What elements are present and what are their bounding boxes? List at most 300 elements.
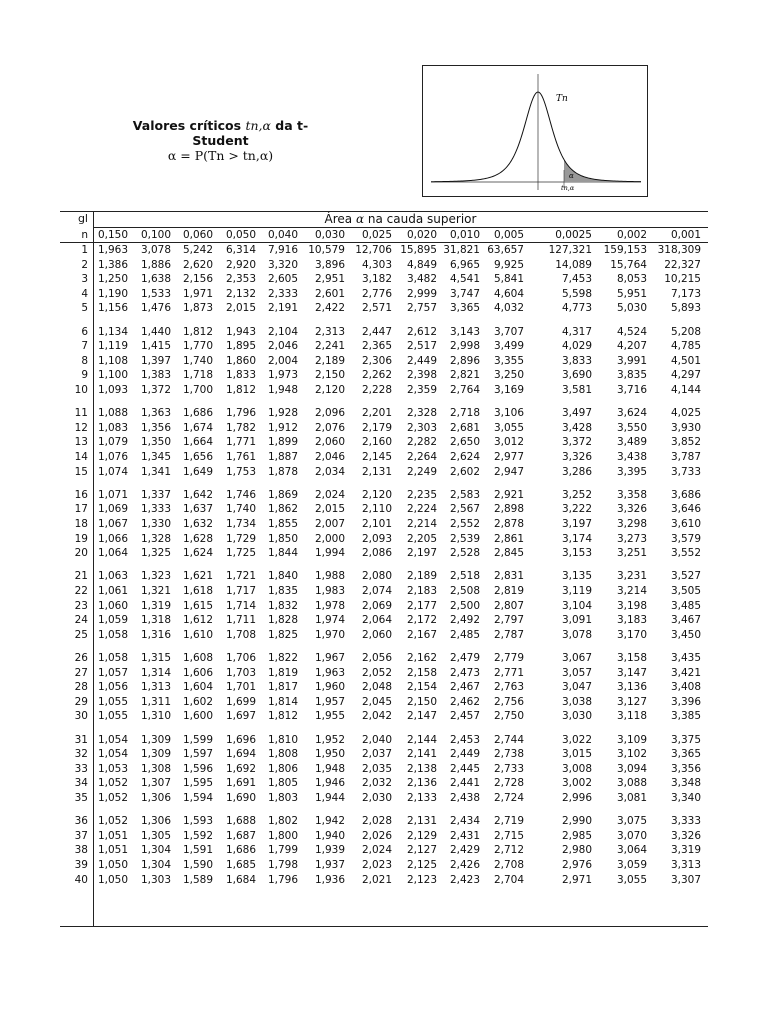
table-cell: 1,955	[314, 710, 345, 723]
row-n-cell: 32	[74, 748, 88, 761]
t-density-plot	[423, 66, 647, 196]
table-cell: 1,844	[267, 547, 298, 560]
table-cell: 2,861	[493, 532, 524, 545]
table-cell: 1,952	[314, 733, 345, 746]
table-cell: 3,197	[561, 518, 592, 530]
table-cell: 1,690	[225, 792, 256, 804]
table-cell: 2,976	[561, 859, 592, 871]
table-cell: 3,127	[616, 695, 647, 708]
alpha-header-cell: 0,040	[267, 229, 298, 241]
table-cell: 1,333	[140, 503, 171, 516]
table-cell: 1,119	[97, 340, 128, 353]
table-cell: 1,850	[267, 532, 298, 545]
table-cell: 3,182	[361, 273, 392, 286]
table-cell: 2,434	[449, 815, 480, 828]
table-cell: 2,999	[406, 287, 437, 300]
table-cell: 3,581	[561, 384, 592, 396]
table-cell: 1,304	[140, 859, 171, 871]
table-cell: 3,298	[616, 518, 647, 530]
table-cell: 1,088	[97, 407, 128, 420]
table-cell: 2,172	[406, 614, 437, 627]
table-cell: 2,896	[449, 354, 480, 367]
table-cell: 1,341	[140, 465, 171, 478]
table-cell: 1,862	[267, 503, 298, 516]
row-n-cell: 16	[74, 488, 88, 501]
table-cell: 2,167	[406, 628, 437, 641]
table-cell: 3,552	[670, 547, 701, 560]
table-cell: 3,375	[670, 733, 701, 746]
table-cell: 2,528	[449, 547, 480, 560]
table-cell: 1,808	[267, 748, 298, 761]
table-cell: 1,533	[140, 287, 171, 300]
table-cell: 1,064	[97, 547, 128, 560]
table-cell: 1,308	[140, 762, 171, 775]
table-cell: 1,805	[267, 777, 298, 790]
table-cell: 2,719	[493, 815, 524, 828]
row-n-cell: 21	[74, 570, 88, 583]
table-cell: 1,822	[267, 652, 298, 664]
table-cell: 2,467	[449, 681, 480, 694]
row-n-cell: 4	[81, 287, 88, 300]
table-cell: 1,691	[225, 777, 256, 790]
table-cell: 2,365	[361, 340, 392, 353]
table-cell: 2,552	[449, 518, 480, 530]
table-cell: 3,686	[670, 488, 701, 501]
table-cell: 1,323	[140, 570, 171, 583]
table-cell: 1,628	[182, 532, 213, 545]
table-cell: 3,408	[670, 681, 701, 694]
table-cell: 4,773	[561, 302, 592, 315]
table-cell: 1,782	[225, 421, 256, 434]
table-cell: 4,144	[670, 384, 701, 396]
header-rule	[93, 227, 708, 228]
table-cell: 1,828	[267, 614, 298, 627]
table-cell: 2,015	[314, 503, 345, 516]
table-cell: 1,602	[182, 695, 213, 708]
table-cell: 2,132	[225, 287, 256, 300]
table-cell: 1,350	[140, 436, 171, 449]
table-cell: 10,579	[308, 244, 345, 256]
table-cell: 1,058	[97, 652, 128, 664]
table-cell: 3,365	[670, 748, 701, 761]
table-cell: 3,067	[561, 652, 592, 664]
table-cell: 1,595	[182, 777, 213, 790]
table-cell: 1,948	[314, 762, 345, 775]
table-cell: 1,074	[97, 465, 128, 478]
table-cell: 3,307	[670, 873, 701, 886]
table-cell: 1,802	[267, 815, 298, 828]
table-cell: 3,497	[561, 407, 592, 420]
table-cell: 1,592	[182, 829, 213, 842]
table-cell: 1,054	[97, 733, 128, 746]
table-cell: 2,145	[361, 451, 392, 463]
table-cell: 3,008	[561, 762, 592, 775]
table-cell: 1,812	[267, 710, 298, 723]
table-cell: 5,951	[616, 287, 647, 300]
table-cell: 2,718	[449, 407, 480, 420]
table-cell: 3,109	[616, 733, 647, 746]
table-cell: 1,050	[97, 873, 128, 886]
table-cell: 1,337	[140, 488, 171, 501]
table-cell: 1,610	[182, 628, 213, 641]
table-cell: 2,681	[449, 421, 480, 434]
table-cell: 2,807	[493, 599, 524, 612]
table-cell: 2,602	[449, 465, 480, 478]
table-cell: 1,590	[182, 859, 213, 871]
table-cell: 3,348	[670, 777, 701, 790]
table-cell: 1,814	[267, 695, 298, 708]
table-cell: 1,612	[182, 614, 213, 627]
title-prefix: Valores críticos	[132, 118, 246, 133]
table-cell: 1,057	[97, 666, 128, 679]
table-cell: 1,812	[182, 325, 213, 338]
table-cell: 4,297	[670, 369, 701, 382]
table-cell: 2,473	[449, 666, 480, 679]
table-cell: 3,251	[616, 547, 647, 560]
table-cell: 2,426	[449, 859, 480, 871]
table-cell: 2,306	[361, 354, 392, 367]
table-cell: 2,282	[406, 436, 437, 449]
table-cell: 3,395	[616, 465, 647, 478]
table-cell: 2,046	[267, 340, 298, 353]
table-cell: 2,183	[406, 585, 437, 597]
table-cell: 1,309	[140, 748, 171, 761]
table-cell: 1,825	[267, 628, 298, 641]
table-cell: 1,988	[314, 570, 345, 583]
row-n-cell: 29	[74, 695, 88, 708]
table-cell: 2,040	[361, 733, 392, 746]
row-n-cell: 31	[74, 733, 88, 746]
upper-tail-area	[564, 160, 641, 182]
table-cell: 3,174	[561, 532, 592, 545]
table-cell: 2,517	[406, 340, 437, 353]
table-cell: 2,447	[361, 325, 392, 338]
table-cell: 3,320	[267, 258, 298, 271]
table-cell: 318,309	[657, 244, 701, 256]
table-cell: 3,170	[616, 628, 647, 641]
table-cell: 1,476	[140, 302, 171, 315]
table-cell: 2,583	[449, 488, 480, 501]
table-cell: 1,948	[267, 384, 298, 396]
table-cell: 4,303	[361, 258, 392, 271]
table-cell: 1,796	[225, 407, 256, 420]
table-cell: 3,489	[616, 436, 647, 449]
table-cell: 1,928	[267, 407, 298, 420]
table-cell: 1,593	[182, 815, 213, 828]
table-cell: 2,110	[361, 503, 392, 516]
table-cell: 1,649	[182, 465, 213, 478]
table-cell: 7,173	[670, 287, 701, 300]
area-header	[93, 212, 708, 226]
table-cell: 2,612	[406, 325, 437, 338]
table-cell: 1,873	[182, 302, 213, 315]
table-cell: 1,700	[182, 384, 213, 396]
table-cell: 3,485	[670, 599, 701, 612]
row-n-cell: 37	[74, 829, 88, 842]
table-cell: 1,600	[182, 710, 213, 723]
table-cell: 2,776	[361, 287, 392, 300]
table-cell: 3,930	[670, 421, 701, 434]
table-cell: 2,738	[493, 748, 524, 761]
row-n-cell: 28	[74, 681, 88, 694]
table-cell: 1,363	[140, 407, 171, 420]
table-cell: 1,315	[140, 652, 171, 664]
row-n-cell: 6	[81, 325, 88, 338]
table-cell: 3,385	[670, 710, 701, 723]
table-cell: 2,241	[314, 340, 345, 353]
table-cell: 1,345	[140, 451, 171, 463]
table-cell: 2,060	[361, 628, 392, 641]
table-cell: 10,215	[664, 273, 701, 286]
table-cell: 2,712	[493, 844, 524, 857]
table-cell: 1,056	[97, 681, 128, 694]
table-cell: 2,462	[449, 695, 480, 708]
table-cell: 2,000	[314, 532, 345, 545]
table-cell: 7,916	[267, 244, 298, 256]
table-cell: 3,153	[561, 547, 592, 560]
table-cell: 1,051	[97, 829, 128, 842]
table-cell: 4,025	[670, 407, 701, 420]
title-suffix: da t-Student	[192, 118, 309, 148]
table-cell: 2,021	[361, 873, 392, 886]
table-cell: 15,895	[400, 244, 437, 256]
table-cell: 2,034	[314, 465, 345, 478]
table-cell: 1,250	[97, 273, 128, 286]
table-cell: 2,398	[406, 369, 437, 382]
table-cell: 1,860	[225, 354, 256, 367]
table-cell: 2,035	[361, 762, 392, 775]
table-cell: 1,050	[97, 859, 128, 871]
table-cell: 2,228	[361, 384, 392, 396]
row-n-cell: 33	[74, 762, 88, 775]
table-cell: 2,144	[406, 733, 437, 746]
table-cell: 1,974	[314, 614, 345, 627]
table-cell: 2,763	[493, 681, 524, 694]
table-cell: 3,991	[616, 354, 647, 367]
table-cell: 1,878	[267, 465, 298, 478]
table-cell: 3,896	[314, 258, 345, 271]
alpha-header-cell: 0,100	[140, 229, 171, 241]
table-cell: 3,835	[616, 369, 647, 382]
table-cell: 2,056	[361, 652, 392, 664]
row-n-cell: 19	[74, 532, 88, 545]
alpha-header-cell: 0,020	[406, 229, 437, 241]
table-cell: 2,048	[361, 681, 392, 694]
table-cell: 3,070	[616, 829, 647, 842]
row-n-cell: 26	[74, 652, 88, 664]
table-cell: 1,306	[140, 815, 171, 828]
table-cell: 2,422	[314, 302, 345, 315]
table-cell: 1,912	[267, 421, 298, 434]
table-cell: 2,154	[406, 681, 437, 694]
table-cell: 3,102	[616, 748, 647, 761]
table-cell: 127,321	[548, 244, 592, 256]
table-cell: 1,944	[314, 792, 345, 804]
table-cell: 1,372	[140, 384, 171, 396]
table-cell: 1,729	[225, 532, 256, 545]
table-cell: 2,453	[449, 733, 480, 746]
alpha-header-cell: 0,050	[225, 229, 256, 241]
table-cell: 1,053	[97, 762, 128, 775]
table-cell: 1,770	[182, 340, 213, 353]
table-cell: 3,055	[493, 421, 524, 434]
table-cell: 1,895	[225, 340, 256, 353]
table-cell: 2,601	[314, 287, 345, 300]
table-cell: 1,725	[225, 547, 256, 560]
table-cell: 3,118	[616, 710, 647, 723]
table-cell: 1,383	[140, 369, 171, 382]
alpha-header-cell: 0,060	[182, 229, 213, 241]
title-line-2: α = P(Tn > tn,α)	[167, 148, 274, 163]
density-figure	[422, 65, 648, 197]
table-cell: 1,664	[182, 436, 213, 449]
table-cell: 1,303	[140, 873, 171, 886]
table-cell: 3,030	[561, 710, 592, 723]
table-cell: 2,147	[406, 710, 437, 723]
row-n-cell: 20	[74, 547, 88, 560]
table-cell: 2,750	[493, 710, 524, 723]
table-cell: 2,214	[406, 518, 437, 530]
table-cell: 2,004	[267, 354, 298, 367]
table-cell: 3,106	[493, 407, 524, 420]
table-cell: 3,527	[670, 570, 701, 583]
table-cell: 2,920	[225, 258, 256, 271]
table-cell: 4,524	[616, 325, 647, 338]
table-cell: 2,359	[406, 384, 437, 396]
table-cell: 1,071	[97, 488, 128, 501]
table-cell: 15,764	[610, 258, 647, 271]
table-cell: 3,482	[406, 273, 437, 286]
table-cell: 1,591	[182, 844, 213, 857]
header-rule-2	[60, 242, 708, 243]
table-cell: 1,940	[314, 829, 345, 842]
table-cell: 1,674	[182, 421, 213, 434]
table-cell: 3,250	[493, 369, 524, 382]
table-cell: 1,746	[225, 488, 256, 501]
table-cell: 3,158	[616, 652, 647, 664]
table-cell: 4,032	[493, 302, 524, 315]
alpha-header-cell: 0,025	[361, 229, 392, 241]
table-cell: 2,728	[493, 777, 524, 790]
table-cell: 2,201	[361, 407, 392, 420]
table-cell: 2,138	[406, 762, 437, 775]
table-cell: 2,539	[449, 532, 480, 545]
table-cell: 3,078	[561, 628, 592, 641]
n-header: n	[81, 229, 88, 241]
table-cell: 3,624	[616, 407, 647, 420]
table-cell: 2,947	[493, 465, 524, 478]
table-cell: 2,205	[406, 532, 437, 545]
row-n-cell: 27	[74, 666, 88, 679]
row-n-cell: 30	[74, 710, 88, 723]
table-cell: 2,249	[406, 465, 437, 478]
table-cell: 1,946	[314, 777, 345, 790]
row-n-cell: 36	[74, 815, 88, 828]
area-prefix: Área	[324, 212, 356, 226]
table-cell: 1,740	[182, 354, 213, 367]
table-cell: 3,355	[493, 354, 524, 367]
table-cell: 1,330	[140, 518, 171, 530]
table-cell: 2,980	[561, 844, 592, 857]
table-cell: 2,133	[406, 792, 437, 804]
table-cell: 5,208	[670, 325, 701, 338]
table-cell: 1,799	[267, 844, 298, 857]
table-cell: 2,264	[406, 451, 437, 463]
table-cell: 2,052	[361, 666, 392, 679]
table-cell: 22,327	[664, 258, 701, 271]
table-cell: 3,356	[670, 762, 701, 775]
table-cell: 1,950	[314, 748, 345, 761]
table-cell: 1,386	[97, 258, 128, 271]
table-cell: 2,353	[225, 273, 256, 286]
table-cell: 2,123	[406, 873, 437, 886]
row-n-cell: 17	[74, 503, 88, 516]
table-cell: 1,079	[97, 436, 128, 449]
table-cell: 1,967	[314, 652, 345, 664]
table-cell: 3,733	[670, 465, 701, 478]
alpha-header-cell: 0,010	[449, 229, 480, 241]
table-cell: 2,500	[449, 599, 480, 612]
table-cell: 2,831	[493, 570, 524, 583]
table-cell: 3,707	[493, 325, 524, 338]
table-cell: 1,684	[225, 873, 256, 886]
row-n-cell: 9	[81, 369, 88, 382]
table-cell: 3,579	[670, 532, 701, 545]
table-cell: 1,051	[97, 844, 128, 857]
table-cell: 1,058	[97, 628, 128, 641]
table-cell: 1,687	[225, 829, 256, 842]
table-cell: 1,328	[140, 532, 171, 545]
table-cell: 1,632	[182, 518, 213, 530]
table-cell: 1,939	[314, 844, 345, 857]
table-cell: 1,817	[267, 681, 298, 694]
table-cell: 2,060	[314, 436, 345, 449]
table-cell: 2,125	[406, 859, 437, 871]
table-cell: 1,313	[140, 681, 171, 694]
table-cell: 2,898	[493, 503, 524, 516]
table-cell: 1,686	[182, 407, 213, 420]
table-cell: 2,150	[314, 369, 345, 382]
table-cell: 2,438	[449, 792, 480, 804]
table-cell: 2,508	[449, 585, 480, 597]
table-cell: 1,697	[225, 710, 256, 723]
table-cell: 2,704	[493, 873, 524, 886]
table-cell: 2,819	[493, 585, 524, 597]
table-cell: 1,637	[182, 503, 213, 516]
row-n-cell: 12	[74, 421, 88, 434]
table-cell: 3,326	[670, 829, 701, 842]
table-cell: 3,396	[670, 695, 701, 708]
curve-label: Tn	[556, 94, 568, 104]
table-cell: 2,042	[361, 710, 392, 723]
table-cell: 1,061	[97, 585, 128, 597]
table-cell: 9,925	[493, 258, 524, 271]
table-cell: 1,604	[182, 681, 213, 694]
table-cell: 1,589	[182, 873, 213, 886]
table-cell: 7,453	[561, 273, 592, 286]
table-cell: 1,936	[314, 873, 345, 886]
table-cell: 1,692	[225, 762, 256, 775]
table-cell: 1,753	[225, 465, 256, 478]
table-cell: 3,038	[561, 695, 592, 708]
table-cell: 1,321	[140, 585, 171, 597]
table-cell: 3,365	[449, 302, 480, 315]
table-cell: 3,214	[616, 585, 647, 597]
table-cell: 1,076	[97, 451, 128, 463]
table-cell: 1,597	[182, 748, 213, 761]
table-cell: 1,305	[140, 829, 171, 842]
table-cell: 1,973	[267, 369, 298, 382]
